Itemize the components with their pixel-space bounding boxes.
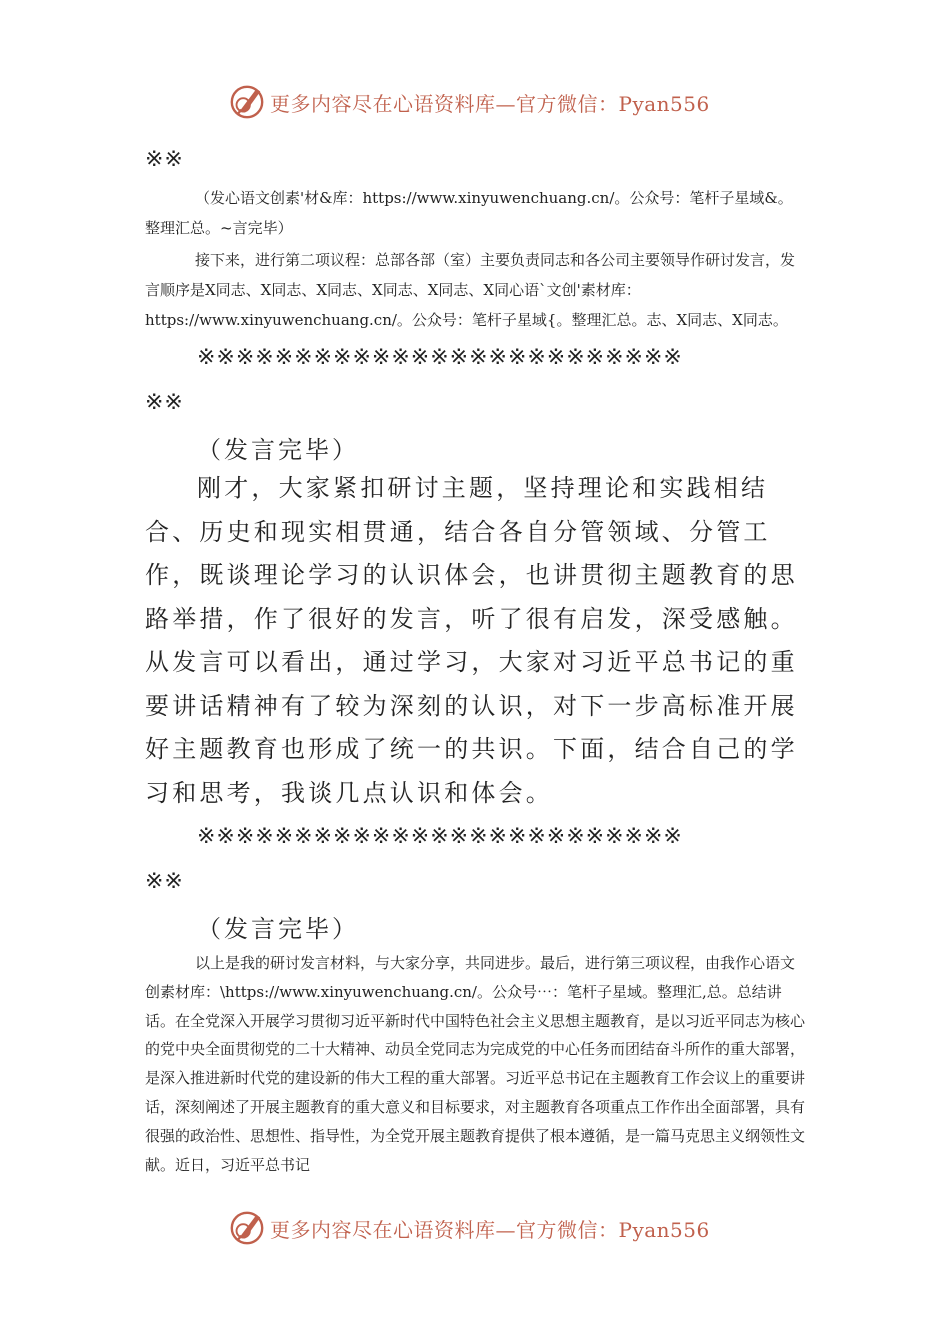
banner-text: 更多内容尽在心语资料库—官方微信：Pyan556 xyxy=(270,91,710,116)
paragraph-closing: 以上是我的研讨发言材料，与大家分享，共同进步。最后，进行第三项议程，由我作心语文创素材库：\https://www.xinyuwenchuang.cn/。公众号⋯：笔杆子星域。整理汇,总。总结讲话。在全党深入开展学习贯彻习近平新时代中国特色社会主义思想主题教育，是以习近平同志为核心的党中央全面贯彻党的二十大精神、动员全党同志为完成党的中心任务而团结奋斗所作的重大部署，是深入推进新时代党的建设新的伟大工程的重大部署。习近平总书记在主题教育工作会议上的重要讲话，深刻阐述了开展主题教育的重大意义和目标要求，对主题教育各项重点工作作出全面部署，具有很强的政治性、思想性、指导性，为全党开展主题教育提供了根本遵循，是一篇马克思主义纲领性文献。近日，习近平总书记 xyxy=(145,954,806,1174)
paragraph-summary: 刚才，大家紧扣研讨主题，坚持理论和实践相结合、历史和现实相贯通，结合各自分管领域、分管工作，既谈理论学习的认识体会，也讲贯彻主题教育的思路举措，作了很好的发言，听了很有启发，深受感触。从发言可以看出，通过学习，大家对习近平总书记的重要讲话精神有了较为深刻的认识，对下一步高标准开展好主题教育也形成了统一的共识。下面，结合自己的学习和思考，我谈几点认识和体会。 xyxy=(145,474,798,807)
header-banner xyxy=(228,82,748,122)
quill-logo-icon xyxy=(228,83,266,121)
speech-end-label-2: （发言完毕） xyxy=(197,915,359,943)
footer-banner xyxy=(228,1208,748,1248)
paragraph-source-note: （发心语文创素'材&库：https://www.xinyuwenchuang.cn/。公众号：笔杆子星域&。整理汇总。~言完毕） xyxy=(145,189,793,237)
speech-end-label: （发言完毕） xyxy=(197,436,359,464)
separator-marks-2: ※※※※※※※※※※※※※※※※※※※※※※※※※ xyxy=(197,824,683,849)
banner-text: 更多内容尽在心语资料库—官方微信：Pyan556 xyxy=(270,1217,710,1242)
reference-marks: ※※ xyxy=(145,147,184,172)
paragraph-second-agenda: 接下来，进行第二项议程：总部各部（室）主要负责同志和各公司主要领导作研讨发言，发言顺序是X同志、X同志、X同志、X同志、X同志、X同心语`文创'素材库：https://www.xinyuwenchuang.cn/。公众号：笔杆子星域{。整理汇总。志、X同志、X同志。 xyxy=(145,251,796,329)
separator-marks: ※※※※※※※※※※※※※※※※※※※※※※※※※ xyxy=(197,345,683,370)
separator-marks-tail: ※※ xyxy=(145,390,184,415)
separator-marks-2-tail: ※※ xyxy=(145,869,184,894)
quill-logo-icon xyxy=(228,1209,266,1247)
